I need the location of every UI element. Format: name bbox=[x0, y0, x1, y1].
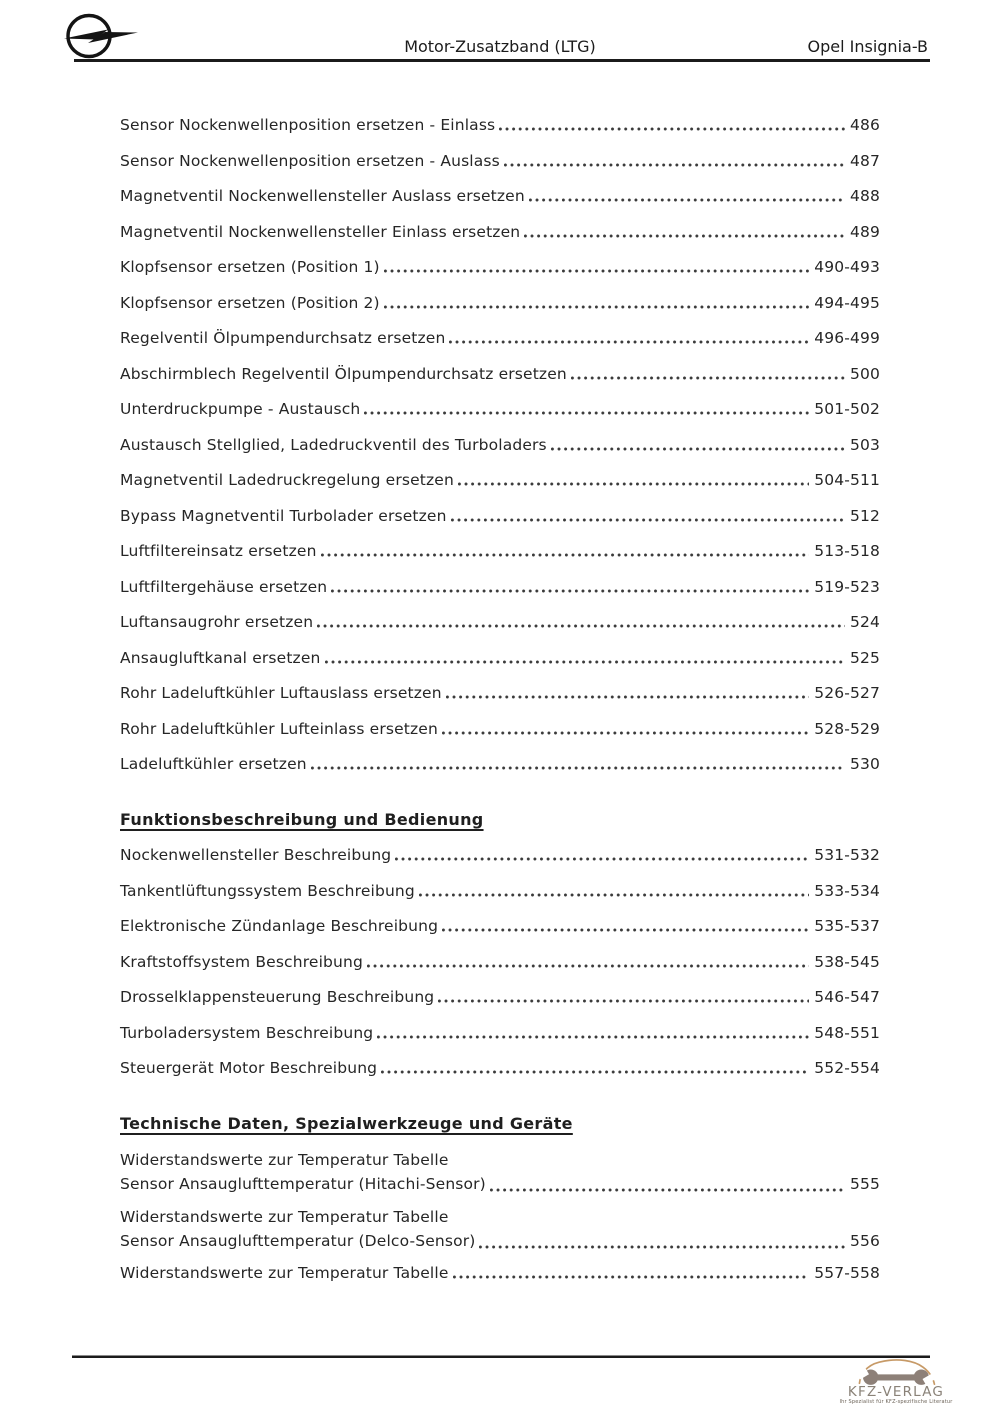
toc-entry-page-numbers: 503 bbox=[849, 435, 880, 454]
toc-entry-page-numbers: 494-495 bbox=[814, 293, 880, 312]
toc-entry-title: Regelventil Ölpumpendurchsatz ersetzen bbox=[120, 329, 446, 347]
toc-entry-title: Abschirmblech Regelventil Ölpumpendurchsatz ersetzen bbox=[120, 364, 567, 383]
car-and-wrench-icon bbox=[854, 1357, 938, 1387]
toc-entry-title: Sensor Nockenwellenposition ersetzen - Einlass bbox=[120, 116, 496, 134]
toc-section-entries bbox=[120, 845, 880, 1078]
dot-leader bbox=[449, 340, 809, 344]
dot-leader bbox=[571, 376, 845, 380]
toc-entry-row bbox=[120, 1263, 880, 1283]
toc-entry-title: Austausch Stellglied, Ladedruckventil des Turboladers bbox=[120, 435, 547, 454]
toc-entry-page-numbers: 557-558 bbox=[814, 1264, 880, 1282]
toc-entry-page-numbers: 533-534 bbox=[814, 881, 880, 900]
toc-entry-title: Ansaugluftkanal ersetzen bbox=[120, 648, 321, 667]
dot-leader bbox=[321, 553, 810, 557]
dot-leader bbox=[490, 1188, 845, 1192]
toc-entry-page-numbers: 546-547 bbox=[814, 988, 880, 1006]
toc-entry bbox=[120, 881, 880, 901]
dot-leader bbox=[551, 447, 845, 451]
dot-leader bbox=[446, 695, 809, 699]
dot-leader bbox=[325, 660, 845, 664]
toc-entry-title: Magnetventil Ladedruckregelung ersetzen bbox=[120, 471, 454, 489]
toc-entry-page-numbers: 556 bbox=[849, 1231, 880, 1250]
header-vehicle-model: Opel Insignia-B bbox=[807, 37, 928, 56]
dot-leader bbox=[364, 411, 809, 415]
dot-leader bbox=[458, 482, 809, 486]
toc-entry bbox=[120, 987, 880, 1007]
toc-entry-row bbox=[120, 845, 880, 865]
toc-entry-row bbox=[120, 1173, 880, 1197]
toc-entry-title: Ladeluftkühler ersetzen bbox=[120, 755, 307, 773]
toc-entry-row bbox=[120, 541, 880, 561]
toc-entry-title: Kraftstoffsystem Beschreibung bbox=[120, 952, 363, 971]
toc-entry-title: Luftfiltergehäuse ersetzen bbox=[120, 577, 328, 596]
toc-entry bbox=[120, 435, 880, 455]
dot-leader bbox=[442, 928, 809, 932]
header-rule bbox=[74, 59, 930, 62]
toc-entry-page-numbers: 524 bbox=[849, 613, 880, 631]
dot-leader bbox=[377, 1035, 809, 1039]
table-of-contents bbox=[120, 115, 880, 1299]
toc-entry bbox=[120, 648, 880, 668]
toc-entry-row bbox=[120, 186, 880, 206]
toc-entry-row bbox=[120, 293, 880, 313]
dot-leader bbox=[524, 234, 845, 238]
toc-entry bbox=[120, 612, 880, 632]
toc-entry bbox=[120, 1058, 880, 1078]
toc-entry-title: Rohr Ladeluftkühler Lufteinlass ersetzen bbox=[120, 719, 438, 738]
dot-leader bbox=[331, 589, 809, 593]
toc-entry-title: Turboladersystem Beschreibung bbox=[120, 1023, 374, 1042]
toc-entry bbox=[120, 257, 880, 277]
toc-entry-page-numbers: 512 bbox=[849, 506, 880, 525]
toc-entry-page-numbers: 519-523 bbox=[814, 577, 880, 596]
toc-entry-row bbox=[120, 916, 880, 936]
toc-entry-page-numbers: 526-527 bbox=[814, 684, 880, 702]
toc-entry-page-numbers: 500 bbox=[849, 364, 880, 383]
toc-entry-page-numbers: 528-529 bbox=[814, 719, 880, 738]
toc-entry bbox=[120, 541, 880, 561]
toc-entry bbox=[120, 399, 880, 419]
dot-leader bbox=[451, 518, 845, 522]
dot-leader bbox=[499, 127, 845, 131]
toc-entry-title: Widerstandswerte zur Temperatur Tabelle bbox=[120, 1264, 449, 1282]
toc-entry-row bbox=[120, 257, 880, 277]
toc-entry-row bbox=[120, 1058, 880, 1078]
toc-entry-title: Tankentlüftungssystem Beschreibung bbox=[120, 881, 415, 900]
toc-entry bbox=[120, 845, 880, 865]
toc-entry bbox=[120, 186, 880, 206]
footer-rule bbox=[72, 1355, 930, 1358]
toc-section bbox=[120, 809, 880, 1078]
toc-entry bbox=[120, 1023, 880, 1043]
dot-leader bbox=[367, 964, 809, 968]
toc-section-entries bbox=[120, 1149, 880, 1283]
toc-entry-row bbox=[120, 719, 880, 739]
kfz-verlag-tagline: Ihr Spezialist für KFZ-spezifische Literatur bbox=[839, 1399, 953, 1405]
toc-entry bbox=[120, 1149, 880, 1196]
toc-entry bbox=[120, 577, 880, 597]
toc-entry-page-numbers: 525 bbox=[849, 648, 880, 667]
toc-entry-row bbox=[120, 683, 880, 703]
toc-entry-page-numbers: 535-537 bbox=[814, 917, 880, 935]
dot-leader bbox=[479, 1245, 844, 1249]
toc-entry-row bbox=[120, 328, 880, 348]
toc-entry-row bbox=[120, 1230, 880, 1254]
toc-entry-title: Bypass Magnetventil Turbolader ersetzen bbox=[120, 506, 447, 525]
toc-entry-page-numbers: 504-511 bbox=[814, 471, 880, 489]
toc-entry-page-numbers: 496-499 bbox=[814, 329, 880, 347]
toc-entry-title: Klopfsensor ersetzen (Position 1) bbox=[120, 258, 380, 276]
toc-entry-title: Magnetventil Nockenwellensteller Auslass ersetzen bbox=[120, 187, 525, 205]
toc-entry-row bbox=[120, 577, 880, 597]
toc-entry-page-numbers: 513-518 bbox=[814, 542, 880, 560]
toc-entry bbox=[120, 293, 880, 313]
toc-entry-page-numbers: 487 bbox=[849, 151, 880, 170]
toc-entry-row bbox=[120, 1023, 880, 1043]
toc-entry-row bbox=[120, 115, 880, 135]
toc-section bbox=[120, 1113, 880, 1283]
dot-leader bbox=[317, 624, 845, 628]
toc-entry bbox=[120, 328, 880, 348]
toc-entry bbox=[120, 719, 880, 739]
toc-entry-page-numbers: 555 bbox=[849, 1174, 880, 1193]
toc-entry-row bbox=[120, 987, 880, 1007]
dot-leader bbox=[453, 1275, 810, 1279]
dot-leader bbox=[504, 163, 845, 167]
toc-entry-page-numbers: 490-493 bbox=[814, 258, 880, 276]
toc-entry bbox=[120, 683, 880, 703]
toc-entry-title: Luftfiltereinsatz ersetzen bbox=[120, 542, 317, 560]
dot-leader bbox=[442, 731, 809, 735]
toc-entry-row bbox=[120, 151, 880, 171]
toc-entry bbox=[120, 470, 880, 490]
toc-entry-title: Magnetventil Nockenwellensteller Einlass ersetzen bbox=[120, 222, 521, 241]
toc-entry bbox=[120, 115, 880, 135]
toc-entry-row bbox=[120, 506, 880, 526]
dot-leader bbox=[395, 857, 809, 861]
toc-entry-page-numbers: 501-502 bbox=[814, 400, 880, 418]
toc-entry bbox=[120, 754, 880, 774]
toc-entry-row bbox=[120, 952, 880, 972]
toc-section-entries bbox=[120, 115, 880, 774]
dot-leader bbox=[381, 1070, 809, 1074]
toc-entry bbox=[120, 364, 880, 384]
toc-entry-title: Nockenwellensteller Beschreibung bbox=[120, 846, 392, 864]
toc-entry-page-numbers: 538-545 bbox=[814, 952, 880, 971]
toc-entry-row bbox=[120, 648, 880, 668]
toc-entry-page-numbers: 552-554 bbox=[814, 1059, 880, 1077]
toc-entry-page-numbers: 531-532 bbox=[814, 846, 880, 864]
toc-entry bbox=[120, 222, 880, 242]
toc-section bbox=[120, 115, 880, 774]
toc-entry-row bbox=[120, 612, 880, 632]
toc-entry-title: Steuergerät Motor Beschreibung bbox=[120, 1059, 378, 1077]
toc-entry-page-numbers: 489 bbox=[849, 222, 880, 241]
toc-entry-title-line1: Widerstandswerte zur Temperatur Tabelle bbox=[120, 1208, 449, 1226]
toc-entry-title: Sensor Ansauglufttemperatur (Delco-Sensor) bbox=[120, 1231, 476, 1250]
toc-entry-title: Elektronische Zündanlage Beschreibung bbox=[120, 917, 439, 935]
dot-leader bbox=[384, 269, 809, 273]
toc-entry-page-numbers: 488 bbox=[849, 187, 880, 205]
toc-entry-row bbox=[120, 364, 880, 384]
toc-entry-row bbox=[120, 470, 880, 490]
toc-entry-page-numbers: 530 bbox=[849, 755, 880, 773]
kfz-verlag-logo bbox=[839, 1357, 953, 1406]
toc-entry bbox=[120, 916, 880, 936]
toc-entry-title: Luftansaugrohr ersetzen bbox=[120, 613, 314, 631]
header-document-title: Motor-Zusatzband (LTG) bbox=[404, 37, 596, 56]
toc-entry bbox=[120, 1263, 880, 1283]
toc-entry bbox=[120, 506, 880, 526]
toc-entry-row bbox=[120, 399, 880, 419]
toc-entry-page-numbers: 548-551 bbox=[814, 1023, 880, 1042]
dot-leader bbox=[438, 999, 809, 1003]
kfz-verlag-wordmark: KFZ-VERLAG bbox=[847, 1384, 945, 1400]
toc-section-heading: Funktionsbeschreibung und Bedienung bbox=[120, 810, 484, 829]
toc-entry-row bbox=[120, 754, 880, 774]
toc-entry-title: Klopfsensor ersetzen (Position 2) bbox=[120, 293, 380, 312]
toc-entry-title: Unterdruckpumpe - Austausch bbox=[120, 400, 361, 418]
dot-leader bbox=[529, 198, 845, 202]
toc-entry-row bbox=[120, 881, 880, 901]
toc-entry bbox=[120, 151, 880, 171]
toc-entry-title: Drosselklappensteuerung Beschreibung bbox=[120, 988, 435, 1006]
dot-leader bbox=[311, 766, 845, 770]
toc-entry-page-numbers: 486 bbox=[849, 116, 880, 134]
dot-leader bbox=[384, 305, 809, 309]
toc-section-heading: Technische Daten, Spezialwerkzeuge und Geräte bbox=[120, 1114, 573, 1133]
toc-entry-title: Sensor Ansauglufttemperatur (Hitachi-Sensor) bbox=[120, 1174, 486, 1193]
toc-entry-title: Rohr Ladeluftkühler Luftauslass ersetzen bbox=[120, 684, 442, 702]
toc-entry bbox=[120, 1206, 880, 1253]
toc-entry-title-line1: Widerstandswerte zur Temperatur Tabelle bbox=[120, 1151, 449, 1169]
dot-leader bbox=[419, 893, 809, 897]
toc-entry-row bbox=[120, 435, 880, 455]
toc-entry-title: Sensor Nockenwellenposition ersetzen - Auslass bbox=[120, 151, 500, 170]
toc-entry bbox=[120, 952, 880, 972]
toc-entry-row bbox=[120, 222, 880, 242]
